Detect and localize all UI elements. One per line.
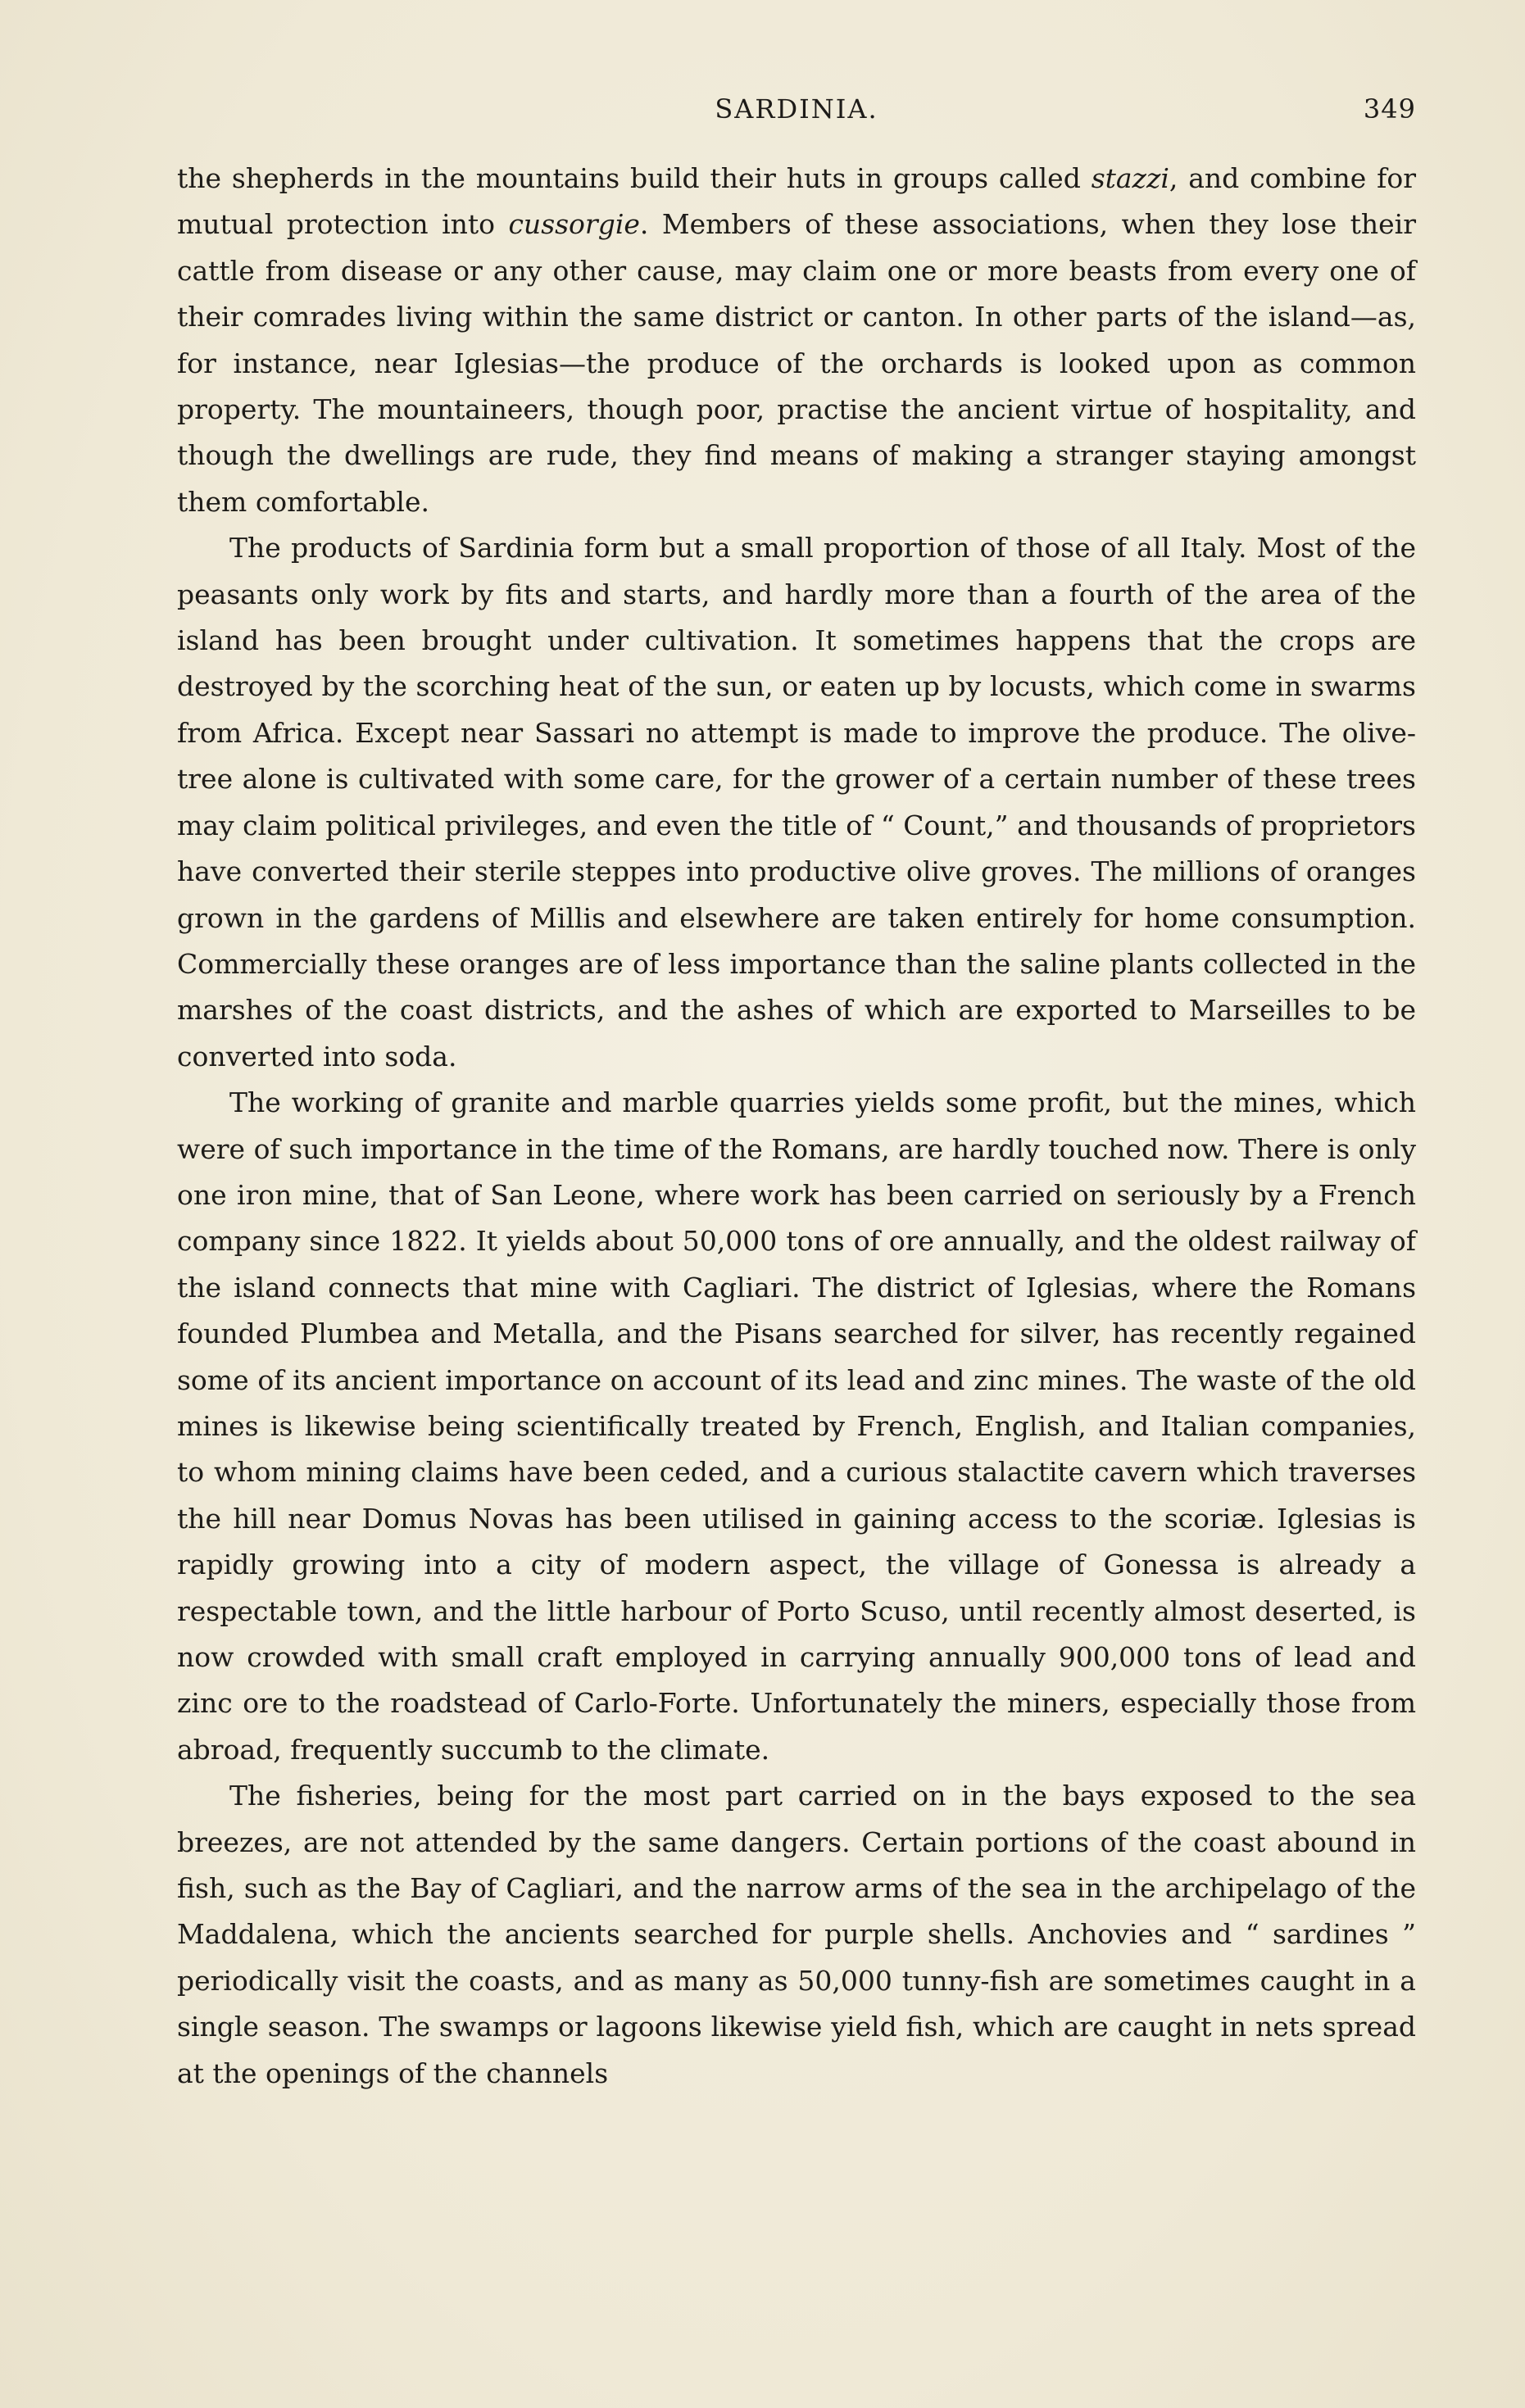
term-stazzi: stazzi: [1091, 162, 1169, 194]
term-cussorgie: cussorgie: [508, 208, 640, 241]
paragraph-1: [177, 156, 1416, 525]
page-number: 349: [1363, 93, 1416, 125]
running-title: SARDINIA.: [715, 93, 878, 125]
paragraph-3: The working of granite and marble quarries yields some profit, but the mines, which were of such importance in the time of the Romans, are hardly touched now. There is only one iron mine, that of San Leone, where work has been carried on seriously by a French company since 1822. It yields about 50,000 tons of ore annually, and the oldest railway of the island connects that mine with Cagliari. The district of Iglesias, where the Romans founded Plumbea and Metalla, and the Pisans searched for silver, has recently regained some of its ancient importance on account of its lead and zinc mines. The waste of the old mines is likewise being scientifically treated by French, English, and Italian companies, to whom mining claims have been ceded, and a curious stalactite cavern which traverses the hill near Domus Novas has been utilised in gaining access to the scoriæ. Iglesias is rapidly growing into a city of modern aspect, the village of Gonessa is already a respectable town, and the little harbour of Porto Scuso, until recently almost deserted, is now crowded with small craft employed in carrying annually 900,000 tons of lead and zinc ore to the roadstead of Carlo-Forte. Unfortunately the miners, especially those from abroad, frequently succumb to the climate.: [177, 1086, 1416, 1766]
paragraph-1-part-b: , and combine for mutual protection into: [177, 162, 1416, 241]
body-text: [177, 156, 1416, 2097]
paragraph-4: The fisheries, being for the most part carried on in the bays exposed to the sea breezes, are not attended by the same dangers. Certain portions of the coast abound in fish, such as the Bay of Cagliari, and the narrow arms of the sea in the archipelago of the Maddalena, which the ancients searched for purple shells. Anchovies and “ sardines ” periodically visit the coasts, and as many as 50,000 tunny-fish are sometimes caught in a single season. The swamps or lagoons likewise yield fish, which are caught in nets spread at the openings of the channels: [177, 1780, 1416, 2089]
paragraph-1-part-c: . Members of these associations, when they lose their cattle from disease or any other cause, may claim one or more beasts from every one of their comrades living within the same district or canton. In other parts of the island—as, for instance, near Iglesias—the produce of the orchards is looked upon as common property. The mountaineers, though poor, practise the ancient virtue of hospitality, and though the dwellings are rude, they find means of making a stranger staying amongst them comfortable.: [177, 208, 1417, 518]
paragraph-2: The products of Sardinia form but a small proportion of those of all Italy. Most of the peasants only work by fits and starts, and hardly more than a fourth of the area of the island has been brought under cultivation. It sometimes happens that the crops are destroyed by the scorching heat of the sun, or eaten up by locusts, which come in swarms from Africa. Except near Sassari no attempt is made to improve the produce. The olive-tree alone is cultivated with some care, for the grower of a certain number of these trees may claim political privileges, and even the title of “ Count,” and thousands of proprietors have converted their sterile steppes into productive olive groves. The millions of oranges grown in the gardens of Millis and elsewhere are taken entirely for home consumption. Commercially these oranges are of less importance than the saline plants collected in the marshes of the coast districts, and the ashes of which are exported to Marseilles to be converted into soda.: [177, 532, 1416, 1072]
paragraph-1-part-a: the shepherds in the mountains build their huts in groups called: [177, 162, 1092, 194]
running-head: [177, 88, 1416, 128]
